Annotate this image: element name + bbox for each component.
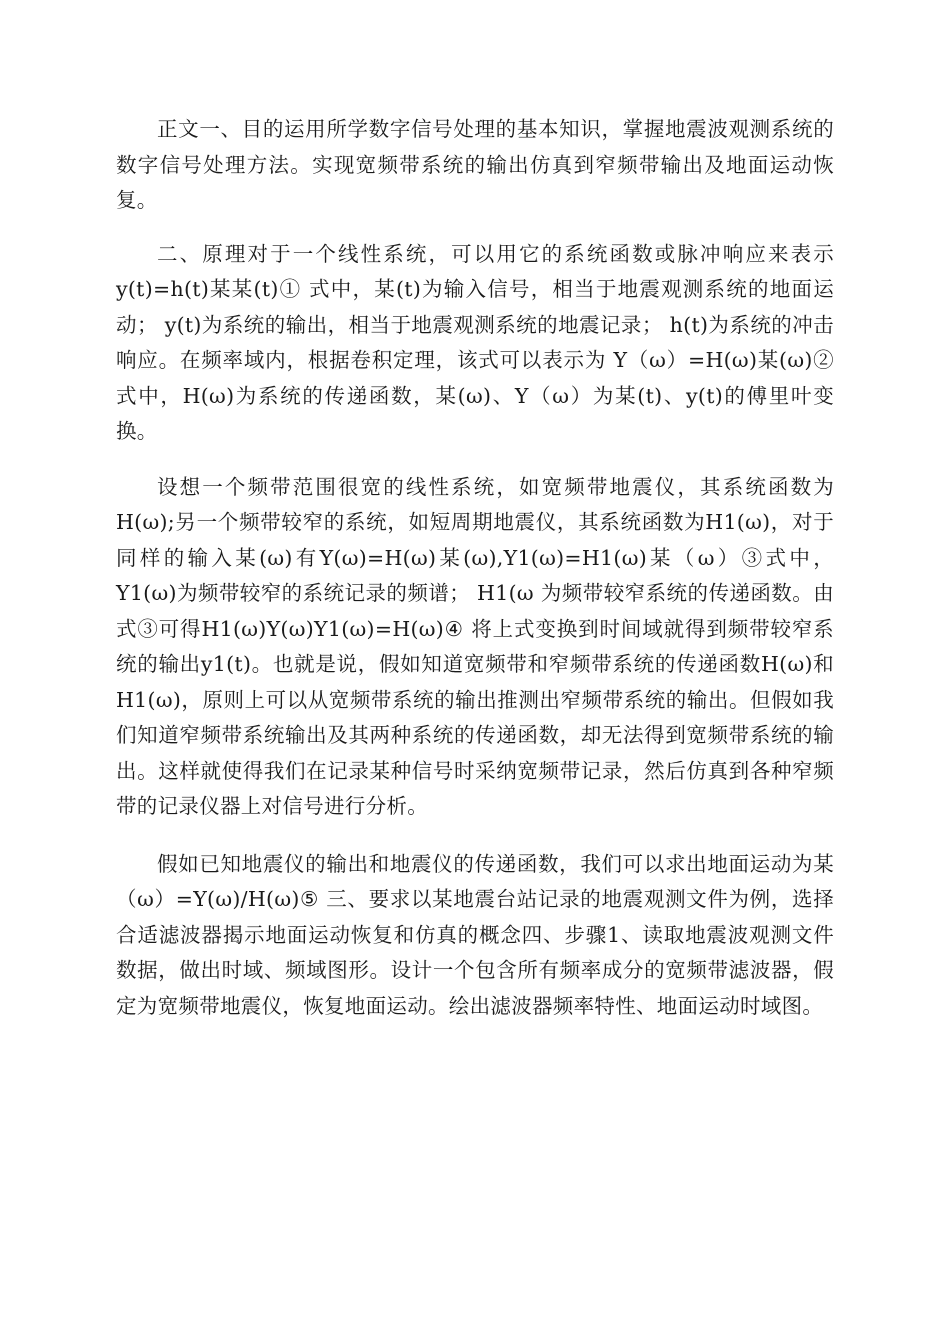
paragraph-purpose: 正文一、目的运用所学数字信号处理的基本知识，掌握地震波观测系统的数字信号处理方法。实现宽频带系统的输出仿真到窄频带输出及地面运动恢复。 [116,117,834,212]
paragraph-ground-motion-recovery: 假如已知地震仪的输出和地震仪的传递函数，我们可以求出地面运动为某（ω）=Y(ω)/H(ω)⑤ 三、要求以某地震台站记录的地震观测文件为例，选择合适滤波器揭示地面运动恢复和仿真的概念四、步骤1、读取地震波观测文件数据，做出时域、频域图形。设计一个包含所有频率成分的宽频带滤波器，假定为宽频带地震仪，恢复地面运动。绘出滤波器频率特性、地面运动时域图。 [116,851,834,1018]
document-body [116,112,834,1042]
paragraph-principle: 二、原理对于一个线性系统，可以用它的系统函数或脉冲响应来表示 y(t)=h(t)某某(t)① 式中，某(t)为输入信号，相当于地震观测系统的地面运动； y(t)为系统的输出，相当于地震观测系统的地震记录； h(t)为系统的冲击响应。在频率域内，根据卷积定理，该式可以表示为 Y（ω）=H(ω)某(ω)② 式中，H(ω)为系统的传递函数，某(ω)、Y（ω）为某(t)、y(t)的傅里叶变换。 [116,241,834,443]
paragraph-narrowband-simulation: 设想一个频带范围很宽的线性系统，如宽频带地震仪，其系统函数为H(ω);另一个频带较窄的系统，如短周期地震仪，其系统函数为H1(ω)，对于同样的输入某(ω)有Y(ω)=H(ω)某(ω),Y1(ω)=H1(ω)某（ω）③式中，Y1(ω)为频带较窄的系统记录的频谱； H1(ω 为频带较窄系统的传递函数。由式③可得H1(ω)Y(ω)Y1(ω)=H(ω)④ 将上式变换到时间域就得到频带较窄系统的输出y1(t)。也就是说，假如知道宽频带和窄频带系统的传递函数H(ω)和H1(ω)，原则上可以从宽频带系统的输出推测出窄频带系统的输出。但假如我们知道窄频带系统输出及其两种系统的传递函数，却无法得到宽频带系统的输出。这样就使得我们在记录某种信号时采纳宽频带记录，然后仿真到各种窄频带的记录仪器上对信号进行分析。 [116,474,834,818]
